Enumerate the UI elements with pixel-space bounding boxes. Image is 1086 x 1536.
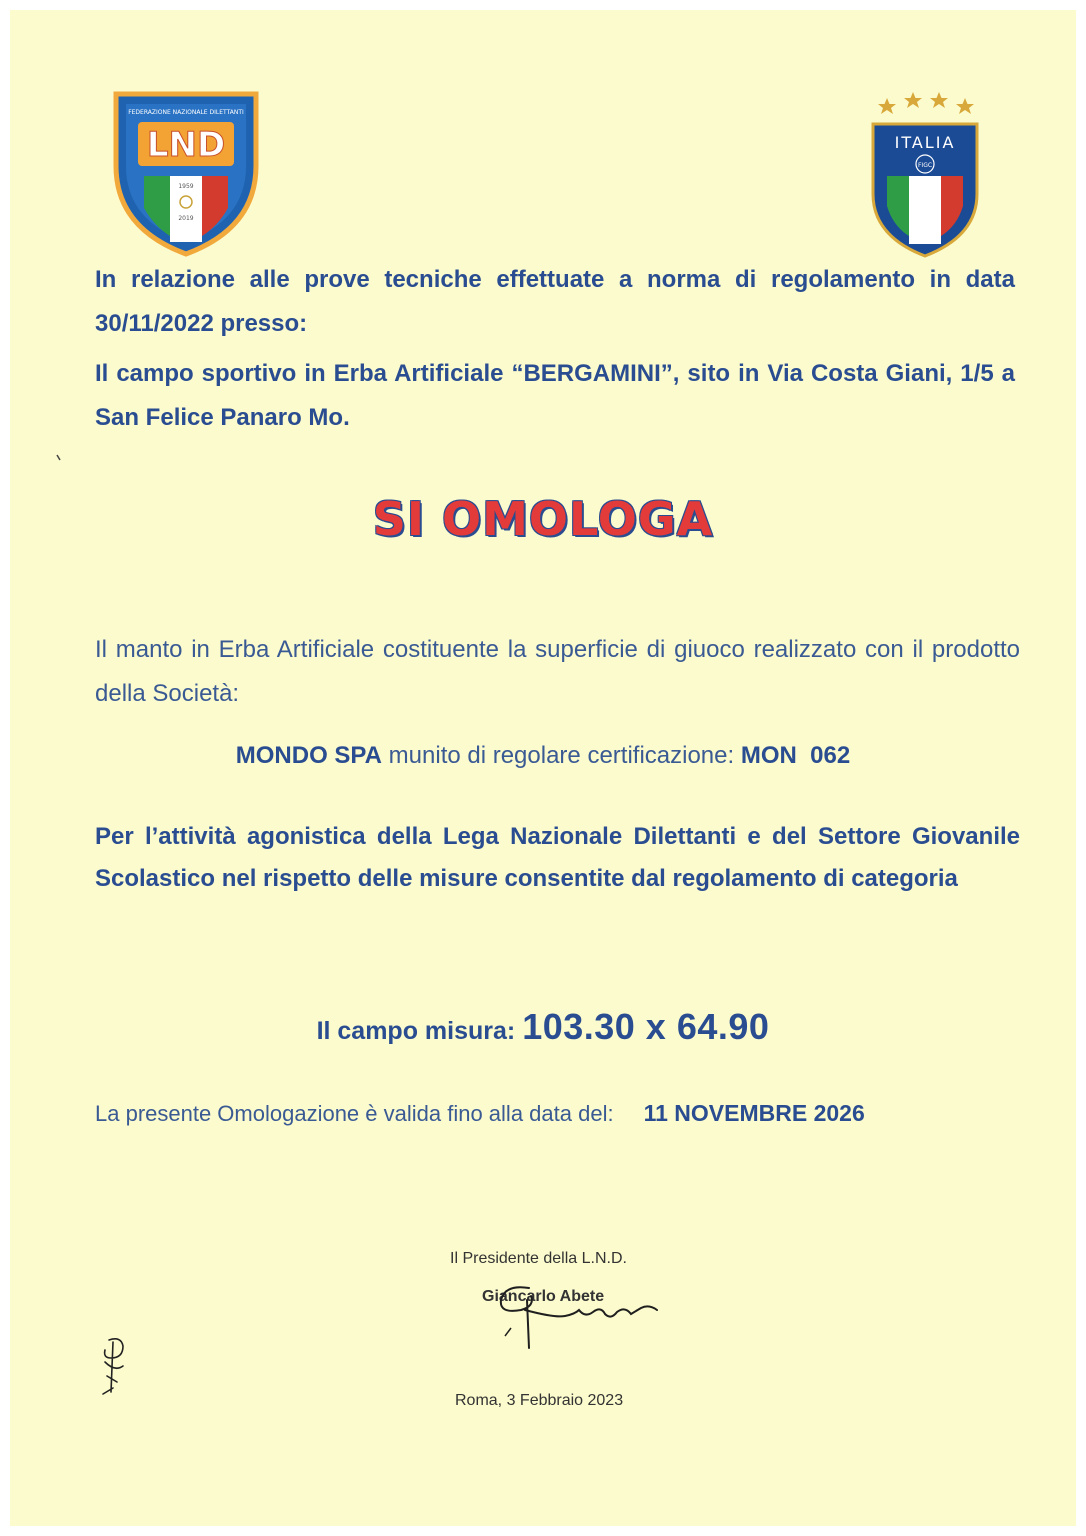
field-size-label: Il campo misura: bbox=[316, 1017, 523, 1045]
field-location-paragraph: Il campo sportivo in Erba Artificiale “BERGAMINI”, sito in Via Costa Giani, 1/5 a San Felice Panaro Mo. bbox=[95, 360, 1015, 431]
validity-date: 11 NOVEMBRE 2026 bbox=[643, 1100, 865, 1126]
svg-text:1959: 1959 bbox=[178, 183, 194, 190]
italia-figc-logo bbox=[865, 86, 985, 258]
company-name: MONDO SPA bbox=[235, 742, 382, 769]
certification-code: MON 062 bbox=[740, 742, 851, 769]
stray-mark bbox=[56, 454, 64, 462]
svg-text:LND: LND bbox=[146, 125, 226, 165]
field-size-line bbox=[10, 1006, 1076, 1048]
signatory-name: Giancarlo Abete bbox=[482, 1288, 605, 1305]
svg-text:FIGC: FIGC bbox=[917, 162, 933, 169]
svg-text:FEDERAZIONE NAZIONALE DILETTAN: FEDERAZIONE NAZIONALE DILETTANTI bbox=[128, 109, 244, 116]
place-and-date: Roma, 3 Febbraio 2023 bbox=[455, 1392, 624, 1409]
signatory-role: Il Presidente della L.N.D. bbox=[450, 1250, 627, 1267]
activity-paragraph: Per l’attività agonistica della Lega Nazionale Dilettanti e del Settore Giovanile Scolastico nel rispetto delle misure consentite dal regolamento di categoria bbox=[95, 823, 1020, 892]
approval-headline: SI OMOLOGA bbox=[372, 492, 714, 546]
validity-line bbox=[95, 1100, 865, 1127]
svg-text:2019: 2019 bbox=[178, 215, 194, 222]
field-size-value: 103.30 x 64.90 bbox=[522, 1006, 770, 1047]
handwritten-signature bbox=[465, 1248, 675, 1358]
certification-label: munito di regolare certificazione: bbox=[382, 742, 741, 769]
certification-line bbox=[10, 742, 1076, 770]
lnd-logo bbox=[110, 88, 262, 258]
initials-mark bbox=[95, 1332, 135, 1402]
surface-paragraph: Il manto in Erba Artificiale costituente la superficie di giuoco realizzato con il prodotto della Società: bbox=[95, 636, 1020, 707]
intro-paragraph: In relazione alle prove tecniche effettuate a norma di regolamento in data 30/11/2022 presso: bbox=[95, 266, 1015, 337]
svg-text:ITALIA: ITALIA bbox=[894, 133, 956, 152]
certificate-page bbox=[10, 10, 1076, 1526]
validity-label: La presente Omologazione è valida fino alla data del: bbox=[95, 1101, 614, 1126]
